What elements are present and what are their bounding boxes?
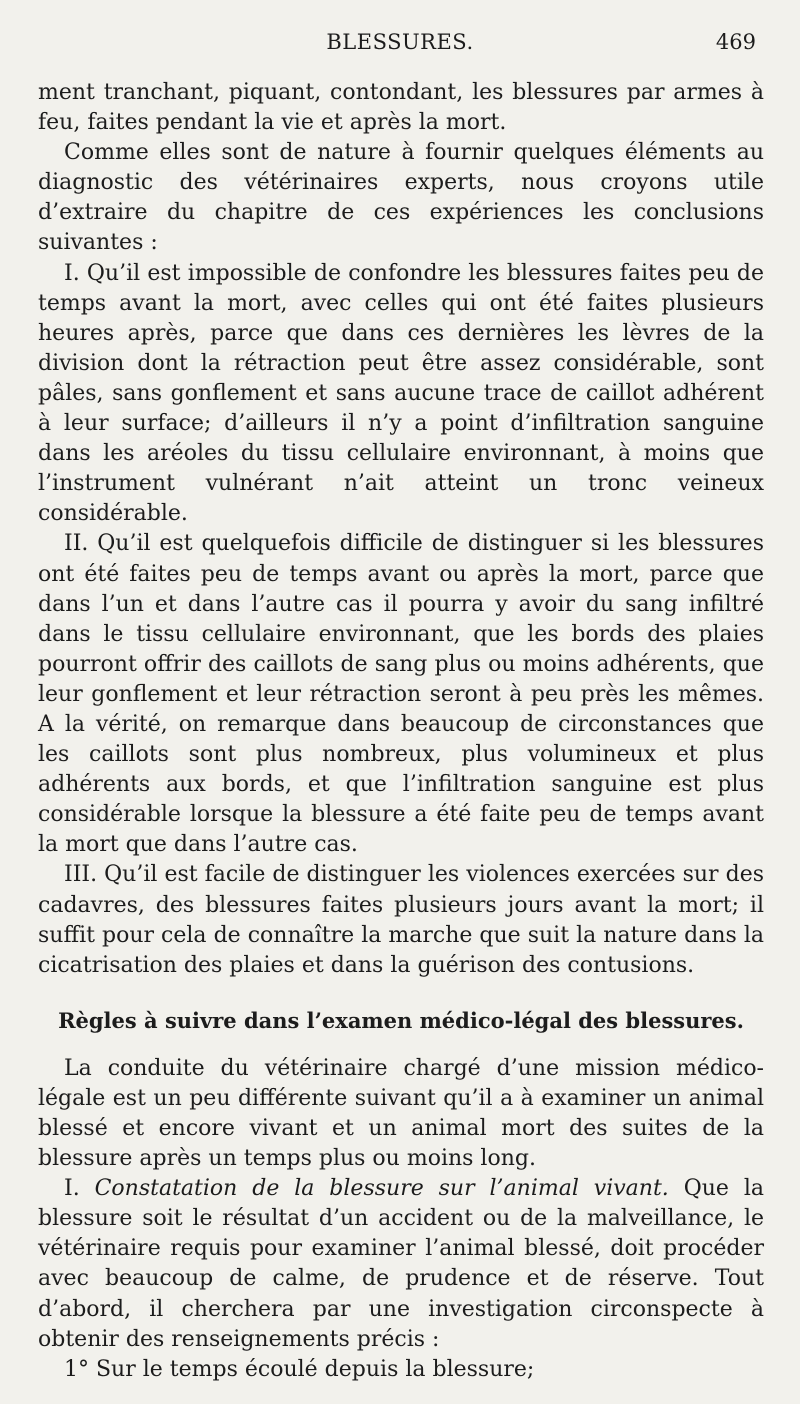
running-title: BLESSURES. [326, 30, 474, 54]
section-paragraph-observation [38, 1174, 764, 1355]
observation-lead: I. [64, 1176, 80, 1202]
paragraph-continuation: ment tranchant, piquant, contondant, les blessures par armes à feu, faites pendant la vie et après la mort. [38, 80, 764, 136]
list-item-1: 1° Sur le temps écoulé depuis la blessure; [64, 1356, 535, 1382]
page-header [0, 30, 800, 64]
observation-text: Que la blessure soit le résultat d’un accident ou de la malveillance, le vétérinaire requis pour examiner l’animal blessé, doit procéder avec beaucoup de calme, de prudence et de réserve. Tout d’abord, il cherchera par une investigation circonspecte à obtenir des renseignements précis : [38, 1176, 764, 1352]
conclusion-3: III. Qu’il est facile de distinguer les violences exercées sur des cadavres, des blessures faites plusieurs jours avant la mort; il suffit pour cela de connaître la marche que suit la nature dans la cicatrisation des plaies et dans la guérison des contusions. [38, 862, 764, 978]
paragraph-intro: Comme elles sont de nature à fournir quelques éléments au diagnostic des vétérinaires experts, nous croyons utile d’extraire du chapitre de ces expériences les conclusions suivantes : [38, 140, 764, 256]
observation-title: Constatation de la blessure sur l’animal vivant. [94, 1176, 669, 1202]
section-paragraph: La conduite du vétérinaire chargé d’une mission médico-légale est un peu différente suivant qu’il a à examiner un animal blessé et encore vivant et un animal mort des suites de la blessure après un temps plus ou moins long. [38, 1055, 764, 1172]
body-text [38, 78, 764, 1385]
conclusion-1: I. Qu’il est impossible de confondre les blessures faites peu de temps avant la mort, avec celles qui ont été faites plusieurs heures après, parce que dans ces dernières les lèvres de la division dont la rétraction peut être assez considérable, sont pâles, sans gonflement et sans aucune trace de caillot adhérent à leur surface; d’ailleurs il n’y a point d’infiltration sanguine dans les aréoles du tissu cellulaire environnant, à moins que l’instrument vulnérant n’ait atteint un tronc veineux considérable. [38, 260, 764, 527]
conclusion-2: II. Qu’il est quelquefois difficile de distinguer si les blessures ont été faites peu de temps avant ou après la mort, parce que dans l’un et dans l’autre cas il pourra y avoir du sang infiltré dans le tissu cellulaire environnant, que les bords des plaies pourront offrir des caillots de sang plus ou moins adhérents, que leur gonflement et leur rétraction seront à peu près les mêmes. A la vérité, on remarque dans beaucoup de circonstances que les caillots sont plus nombreux, plus volumineux et plus adhérents aux bords, et que l’infiltration sanguine est plus considérable lorsque la blessure a été faite peu de temps avant la mort que dans l’autre cas. [38, 531, 764, 858]
page-number: 469 [715, 30, 756, 54]
section-heading: Règles à suivre dans l’examen médico-légal des blessures. [58, 1007, 744, 1033]
